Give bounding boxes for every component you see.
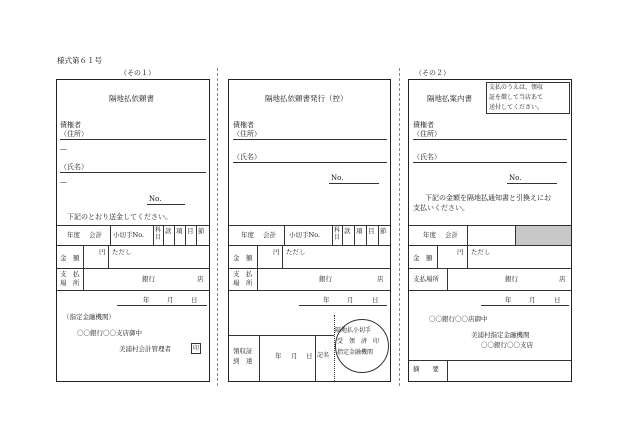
part1-label: （その１）	[120, 69, 155, 77]
form1-instruction: 下記のとおり送金してください。	[67, 213, 172, 221]
form2-col-kou: 項	[356, 227, 363, 235]
form3-name-label: （氏名）	[413, 153, 441, 161]
form2-pay-place-1: 支 払	[233, 270, 253, 278]
form2-kimei: 記名	[317, 352, 330, 359]
form3-date-month: 月	[529, 296, 536, 304]
form2-title: 隔地払依頼書発行（控）	[265, 94, 348, 103]
form3-tadashi: ただし	[471, 248, 491, 256]
form2-stamp-2: 受 領 済 印	[337, 338, 380, 345]
form1-no: No.	[149, 195, 162, 203]
form1-check-no: 小切手No.	[113, 231, 145, 239]
form2-subject-1: 科	[334, 227, 341, 234]
form3-summary: 摘 要	[413, 365, 439, 373]
form1-name-label: （氏名）	[60, 163, 88, 171]
form3-yen: 円	[457, 248, 464, 256]
form1-tadashi: ただし	[112, 248, 132, 256]
form1-branch: 店	[197, 275, 204, 283]
form2-receipt-2: 到 達	[233, 357, 253, 365]
form-remittance-request	[56, 79, 210, 382]
form2-branch: 店	[377, 275, 384, 283]
form1-designated: （指定金融機関）	[63, 313, 115, 321]
form1-col-kan: 款	[165, 227, 172, 235]
form2-stamp-3: 指定金融機関	[337, 349, 374, 356]
form1-subject-2: 目	[155, 234, 162, 241]
form2-subject-2: 目	[334, 234, 341, 241]
form1-fiscal-year: 年度	[67, 231, 80, 239]
separator-2	[399, 68, 400, 386]
form1-dash-1: —	[60, 145, 67, 153]
form3-instruction-1: 下記の金額を隔地払通知書と引換えにお	[425, 194, 551, 202]
form-remittance-guide	[408, 79, 572, 382]
form2-name-label: （氏名）	[233, 153, 261, 161]
form1-seal: 印	[193, 345, 200, 352]
form3-amount: 金 額	[413, 254, 433, 262]
form2-receipt-month: 月	[291, 352, 298, 360]
form2-receipt-1: 領収証	[233, 347, 253, 355]
form3-date-year: 年	[505, 296, 512, 304]
separator-1	[217, 68, 218, 386]
form2-amount: 金 額	[233, 254, 253, 262]
form3-from-branch: 〇〇銀行〇〇支店	[481, 341, 533, 349]
form3-no: No.	[509, 174, 522, 182]
form3-bank: 銀行	[505, 275, 518, 283]
form-number: 様式第６１号	[57, 56, 102, 65]
form1-pay-place-1: 支 払	[60, 270, 80, 278]
form1-col-setsu: 節	[198, 227, 205, 235]
form2-fiscal-year: 年度	[241, 231, 254, 239]
form1-date-month: 月	[167, 296, 174, 304]
form2-creditor: 債権者	[233, 121, 254, 129]
form2-receipt-year: 年	[275, 352, 282, 360]
form3-instruction-2: 支払いください。	[413, 204, 469, 212]
form2-accounting: 会計	[263, 231, 276, 239]
form1-col-moku: 目	[187, 227, 194, 235]
form1-date-year: 年	[143, 296, 150, 304]
form1-yen: 円	[99, 248, 106, 256]
form2-col-moku: 目	[368, 227, 375, 235]
form1-dash-2: —	[60, 178, 67, 186]
form1-manager: 美浦村会計管理者	[119, 345, 171, 353]
form3-creditor: 債権者	[413, 121, 434, 129]
form3-branch: 店	[559, 275, 566, 283]
form3-note-3: 送付してください。	[489, 104, 544, 111]
form2-date-year: 年	[323, 296, 330, 304]
form2-address-label: （住所）	[233, 130, 261, 138]
form2-pay-place-2: 場 所	[233, 279, 253, 287]
form1-creditor: 債権者	[60, 121, 81, 129]
form3-shaded-cell	[515, 226, 571, 245]
form1-col-kou: 項	[176, 227, 183, 235]
form1-name-line	[60, 172, 206, 173]
form3-fiscal-year: 年度	[423, 231, 436, 239]
form1-address-line	[60, 139, 206, 140]
form3-date-day: 日	[554, 296, 561, 304]
form2-col-kan: 款	[344, 227, 351, 235]
form2-col-setsu: 節	[380, 227, 387, 235]
form2-bank: 銀行	[319, 275, 332, 283]
form3-address-label: （住所）	[413, 130, 441, 138]
form2-date-day: 日	[372, 296, 379, 304]
form1-no-line	[147, 204, 185, 205]
form1-subject-1: 科	[155, 227, 162, 234]
form1-accounting: 会計	[89, 231, 102, 239]
form2-yen: 円	[273, 248, 280, 256]
form1-date-day: 日	[191, 296, 198, 304]
form3-title: 隔地払案内書	[427, 94, 472, 103]
form2-date-month: 月	[347, 296, 354, 304]
form1-address-label: （住所）	[60, 130, 88, 138]
form2-stamp-1: 隔地払小切手	[335, 327, 372, 334]
form2-tadashi: ただし	[286, 248, 306, 256]
form1-pay-place-2: 場 所	[60, 279, 80, 287]
form2-no: No.	[331, 174, 344, 182]
form1-to-branch: 〇〇銀行〇〇支店御中	[77, 329, 142, 337]
form-remittance-issue-copy	[228, 79, 391, 382]
part3-label: （その２）	[415, 69, 450, 77]
form3-note-1: 支払のうえは、領収	[489, 84, 544, 91]
form3-pay-place: 支払場所	[413, 275, 439, 283]
form1-amount: 金 額	[60, 254, 80, 262]
form2-check-no: 小切手No.	[289, 231, 321, 239]
form1-bank: 銀行	[142, 275, 155, 283]
form3-institution: 美浦村指定金融機関	[471, 331, 530, 339]
form3-accounting: 会計	[445, 231, 458, 239]
form3-to-branch: 〇〇銀行〇〇店御中	[429, 315, 488, 323]
form1-title: 隔地払依頼書	[109, 94, 154, 103]
form3-note-2: 証を徴して当店あて	[489, 94, 544, 101]
form2-receipt-day: 日	[306, 352, 313, 360]
